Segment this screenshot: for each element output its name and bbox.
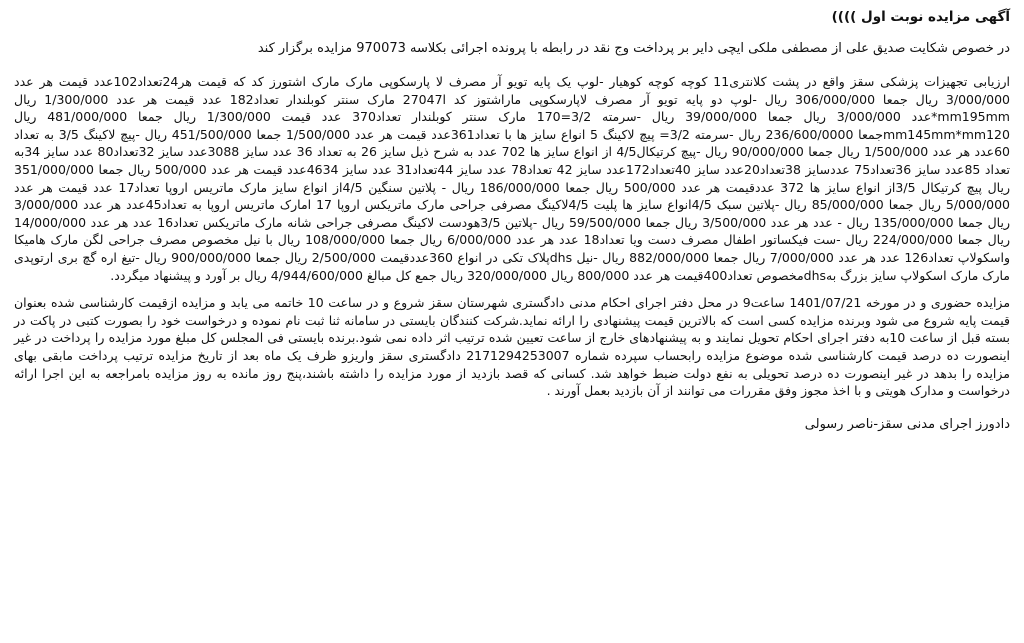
notice-subtitle: در خصوص شکایت صدیق علی از مصطفی ملکی ایچی دایر بر پرداخت وج نقد در رابطه با پرونده اجرائی بکلاسه 970073 مزایده برگزار کند bbox=[257, 41, 1010, 56]
auction-terms-paragraph: مزایده حضوری و در مورخه 1401/07/21 ساعت9 در محل دفتر اجرای احکام مدنی دادگستری شهرستان سقز شروع و در ساعت 10 خاتمه می یابد و مزایده ازقیمت کارشناسی شده بعنوان قیمت پایه شروع می شود وبرنده مزایده کسی است که بالاترین قیمت پیشنهادی را ارائه نماید.شرکت کنندگان بایستی در سامانه ثنا ثبت نام نموده و درخواست خود را بصورت کتبی در پاکت در بسته قبل از ساعت 10به دفتر اجرای احکام تحویل نمایند و به پیشنهادهای خارج از ساعت تعیین شده ترتیب اثر داده نمی شود.برنده بایستی فی المجلس کل مبلغ مورد مزایده را پرداخت در غیر اینصورت ده درصد قیمت کارشناسی شده موضوع مزایده رابحساب سپرده شماره 2171294253007 دادگستری سقز واریزو ظرف یک ماه بعد از تاریخ مزایده ترتیب پرداخت مابقی بهای مزایده را بدهد در غیر اینصورت ده درصد تحویلی به نفع دولت ضبط خواهد شد. کسانی که قصد بازدید از مورد مزایده را داشته باشند،پنج روز مانده به روز مزایده بامراجعه به این اجرا ارائه درخواست و مدارک هویتی و با اخذ مجوز وفق مقررات می توانند از آن بازدید بعمل آورند . bbox=[14, 295, 1011, 399]
signature: دادورز اجرای مدنی سقز-ناصر رسولی bbox=[804, 416, 1010, 432]
notice-title: آگهی مزایده نوبت اول )))) bbox=[831, 9, 1010, 25]
equipment-valuation-paragraph: ارزیابی تجهیزات پزشکی سقز واقع در پشت کلانتری11 کوچه کوچه کوهیار -لوپ یک پایه تویو آر مصرف لا پارسکوپی مارک مارک اشتورز کد که قیمت هر24تعداد102عدد قیمت هر عدد 3/000/000 ریال جمعا 306/000/000 ریال -لوپ دو پایه تویو آر مصرف لاپارسکوپی ماراشتوز کد 27047l مارک سنتر کوبلندار تعداد182 عدد قیمت هر عدد 1/300/000 ریال mm195mm*عدد 3/000/000 ریال جمعا 39/000/000 ریال -سرمته 3/2=170 مارک سنتر کوبلندار تعداد370 عدد قیمت 1/300/000 ریال جمعا 481/000/000 ریال mm145mm*mm120جمعا 236/600/0000 ریال -سرمته 3/2= پیچ لاکینگ 5 انواع سایز ها با تعداد361عدد قیمت هر عدد 1/500/000 جمعا 451/500/000 ریال -پیچ لاکینگ 3/5 به تعداد 60عدد هر عدد 1/500/000 ریال جمعا 90/000/000 ریال -پیچ کرتیکال4/5 از انواع سایز ها 702 عدد به شرح ذیل سایز 26 به تعداد 36 عدد سایز 3088عدد سایز 32تعداد80 عدد سایز 34به تعداد 85عدد سایز 36تعداد75 عددسایز 38تعداد20عدد سایز 40تعداد172عدد سایز 42 تعداد78 عدد سایز 44تعداد31 عدد سایز 4634عدد قیمت هر عدد 500/000 ریال جمعا 351/000/000 ریال پیچ کرتیکال 3/5از انواع سایز ها 372 عددقیمت هر عدد 500/000 ریال جمعا 186/000/000 ریال - پلاتین سنگین 4/5از انواع سایز مارک ماتریس اروپا تعداد17 عدد قیمت هر عدد 5/000/000 ریال جمعا 85/000/000 ریال -پلاتین سبک 4/5انواع سایز ها پلیت 4/5لاکینگ مصرفی جراحی مارک ماتریکس اروپا 17 امارک ماتریس اروپا به تعداد45عدد هر عدد 3/000/000 ریال جمعا 135/000/000 ریال - عدد هر عدد 3/500/000 ریال جمعا 59/500/000 ریال -پلاتین 3/5هودست لاکینگ مصرفی جراحی شانه مارک ماتریکس تعداد16 عدد هر عدد 14/000/000 ریال جمعا 224/000/000 ریال -ست فیکساتور اطفال مصرف دست ویا تعداد18 عدد هر عدد 6/000/000 ریال جمعا 108/000/000 ریال با نیل مخصوص مصرف جراحی لگن مارک هامیکا واسکولاپ تعداد126 عدد هر عدد 7/000/000 ریال جمعا 882/000/000 ریال -نیل dhsپلاک تکی در انواع 360عددقیمت 2/500/000 ریال جمعا 900/000/000 ریال -تیغ اره گچ بری ارتوپدی مارک مارک اسکولاپ سایز بزرگ بهdhsمخصوص تعداد400قیمت هر عدد 800/000 ریال 320/000/000 ریال جمع کل مبالغ 4/944/600/000 ریال بر آورد و پیشنهاد میگردد. bbox=[14, 74, 1011, 283]
